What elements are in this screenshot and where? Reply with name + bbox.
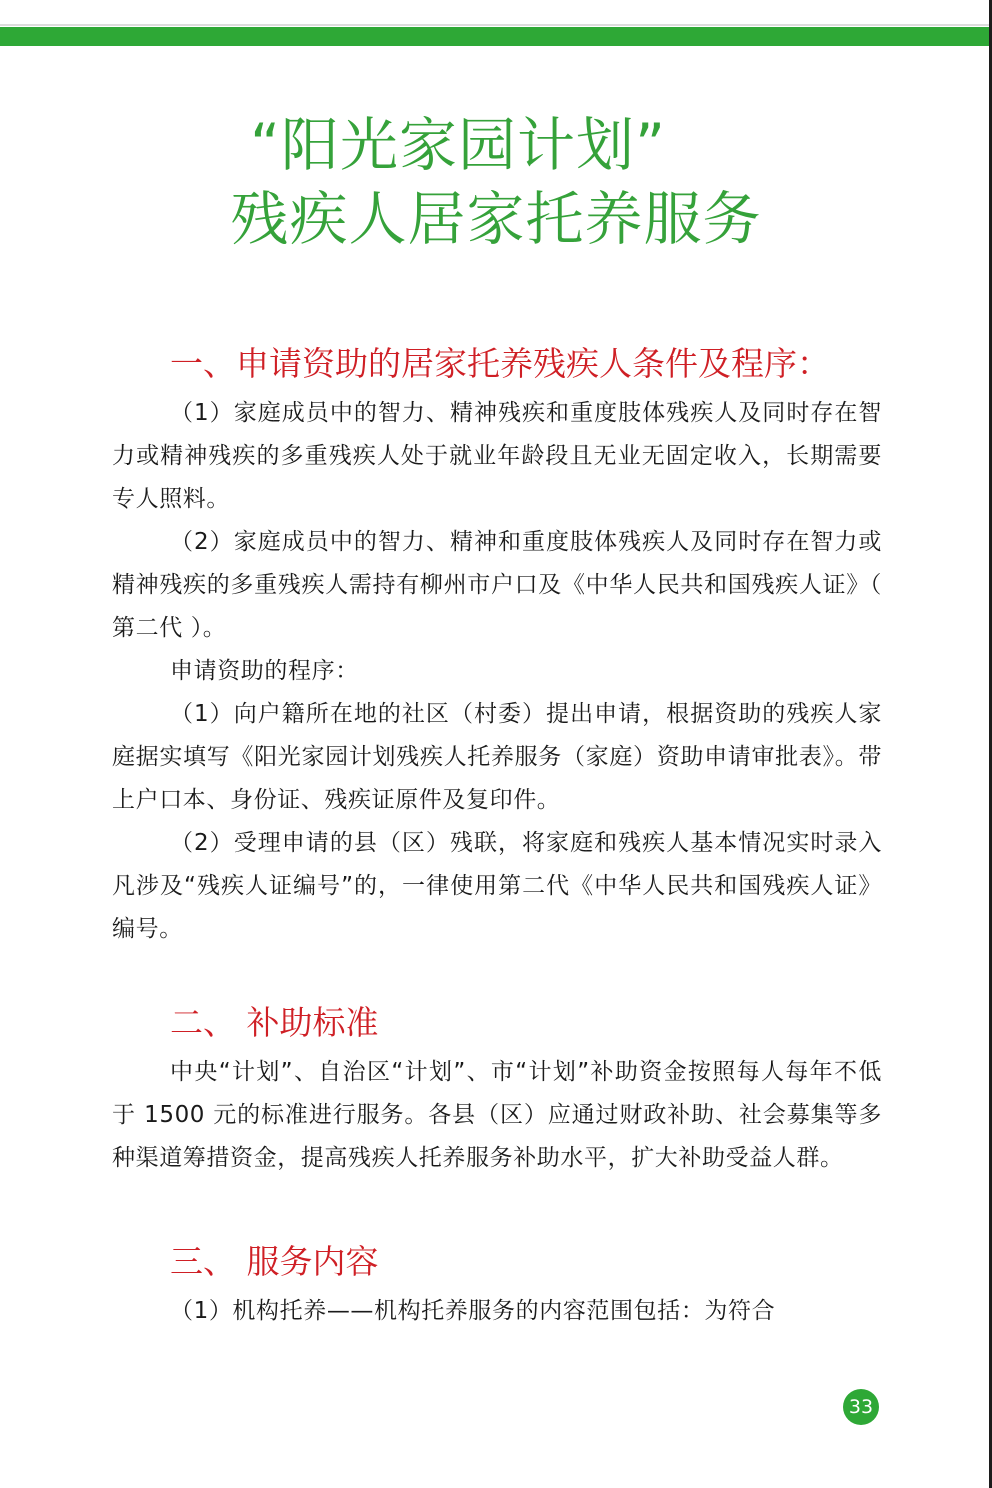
condition-paragraph-1: （1）家庭成员中的智力、精神残疾和重度肢体残疾人及同时存在智力或精神残疾的多重残疾人处于就业年龄段且无业无固定收入，长期需要专人照料。 <box>112 400 882 512</box>
subsidy-standard-paragraph: 中央“计划”、自治区“计划”、市“计划”补助资金按照每人每年不低于 1500 元的标准进行服务。各县（区）应通过财政补助、社会募集等多种渠道筹措资金，提高残疾人托养服务补助水平，扩大补助受益人群。 <box>112 1059 882 1171</box>
page-number-badge: 33 <box>843 1389 879 1425</box>
top-divider-line <box>0 24 989 26</box>
section-3-heading: 三、 服务内容 <box>170 1242 379 1281</box>
document-title-line-1: “阳光家园计划” <box>249 111 667 179</box>
document-title-line-2: 残疾人居家托养服务 <box>230 185 762 253</box>
condition-paragraph-2: （2）家庭成员中的智力、精神和重度肢体残疾人及同时存在智力或精神残疾的多重残疾人需持有柳州市户口及《中华人民共和国残疾人证》（ 第二代 ）。 <box>112 529 882 641</box>
procedure-label: 申请资助的程序： <box>170 658 359 684</box>
procedure-paragraph-2: （2）受理申请的县（区）残联，将家庭和残疾人基本情况实时录入凡涉及“残疾人证编号”的，一律使用第二代《中华人民共和国残疾人证》编号。 <box>112 830 882 942</box>
section-2-heading: 二、 补助标准 <box>170 1003 379 1042</box>
document-body <box>112 336 882 1333</box>
service-content-paragraph: （1）机构托养——机构托养服务的内容范围包括：为符合 <box>170 1298 776 1324</box>
header-green-bar <box>0 27 989 46</box>
section-1-heading: 一、申请资助的居家托养残疾人条件及程序： <box>170 344 830 383</box>
procedure-paragraph-1: （1）向户籍所在地的社区（村委）提出申请，根据资助的残疾人家庭据实填写《阳光家园计划残疾人托养服务（家庭）资助申请审批表》。带上户口本、身份证、残疾证原件及复印件。 <box>112 701 882 813</box>
